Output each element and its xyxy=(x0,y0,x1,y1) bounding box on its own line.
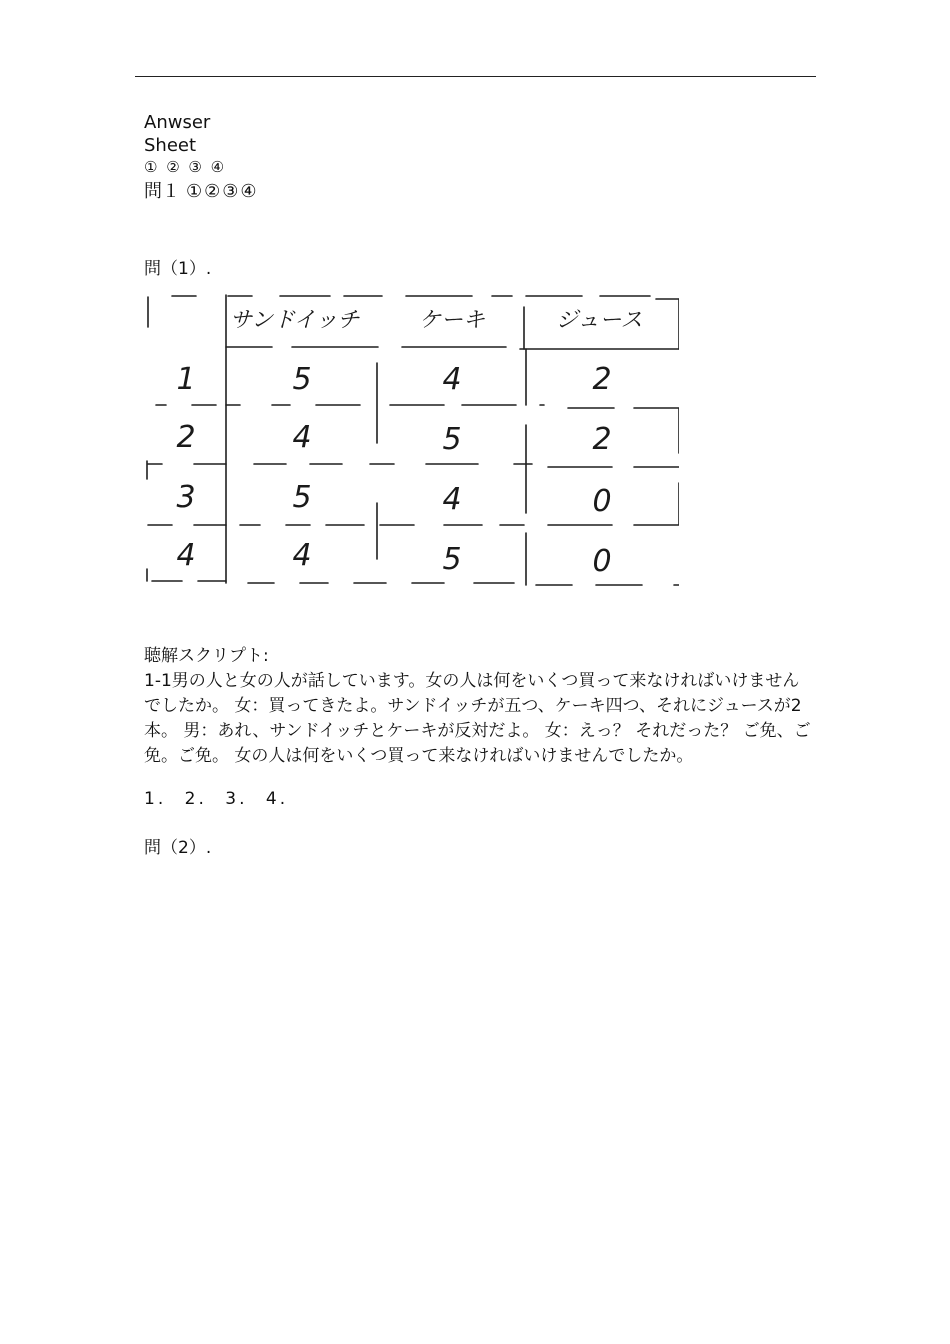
table-header-sandwich: サンドイッチ xyxy=(230,308,360,333)
choice-symbols: ① ② ③ ④ xyxy=(144,158,227,176)
table-row-4-label: 4 xyxy=(176,538,196,573)
table-row-3-juice: 0 xyxy=(592,484,612,519)
table-row-1-sandwich: 5 xyxy=(292,362,312,397)
table-row-3-label: 3 xyxy=(176,480,196,515)
table-row-2-cake: 5 xyxy=(442,422,462,457)
listening-script-label: 聴解スクリプト: xyxy=(144,646,269,666)
question-2-heading: 問（2）. xyxy=(144,838,212,858)
answer-option-1[interactable]: 1. xyxy=(144,789,167,809)
answer-sheet xyxy=(144,111,816,859)
table-row-2-juice: 2 xyxy=(592,422,612,457)
answer-option-4[interactable]: 4. xyxy=(265,789,289,809)
table-row-1-juice: 2 xyxy=(592,362,612,397)
sheet-title-line2: Sheet xyxy=(144,135,197,156)
table-row-4-juice: 0 xyxy=(592,544,612,579)
answer-option-2[interactable]: 2. xyxy=(184,789,207,809)
table-row-4-sandwich: 4 xyxy=(292,538,312,573)
sheet-title-line1: Anwser xyxy=(144,112,211,133)
question-1-answer-options xyxy=(144,787,816,811)
listening-script-text: 1-1男の人と女の人が話しています。女の人は何をいくつ買って来なければいけませんでしたか。 女：買ってきたよ。サンドイッチが五つ、ケーキ四つ、それにジュースが2本。 男：あれ、サンドイッチとケーキが反対だよ。 女：えっ？ それだった？ ご免、ご免。ご免。 女の人は何をいくつ買って来なければいけませんでしたか。 xyxy=(144,671,811,766)
question-1-label: 問１ xyxy=(144,181,180,202)
question-1-choices-row xyxy=(144,179,816,205)
answer-option-3[interactable]: 3. xyxy=(225,789,248,809)
question-1-heading: 問（1）. xyxy=(144,259,212,279)
table-header-juice: ジュース xyxy=(556,308,643,333)
table-row-4-cake: 5 xyxy=(442,542,462,577)
answer-options-table-image xyxy=(144,293,679,589)
top-horizontal-rule xyxy=(135,76,816,77)
table-row-1-cake: 4 xyxy=(442,362,462,397)
table-row-1-label: 1 xyxy=(176,362,196,397)
table-header-cake: ケーキ xyxy=(419,308,486,333)
table-row-3-cake: 4 xyxy=(442,482,462,517)
table-row-3-sandwich: 5 xyxy=(292,480,312,515)
table-row-2-sandwich: 4 xyxy=(292,420,312,455)
question-1-choices: ①②③④ xyxy=(186,181,259,202)
table-row-2-label: 2 xyxy=(176,420,196,455)
